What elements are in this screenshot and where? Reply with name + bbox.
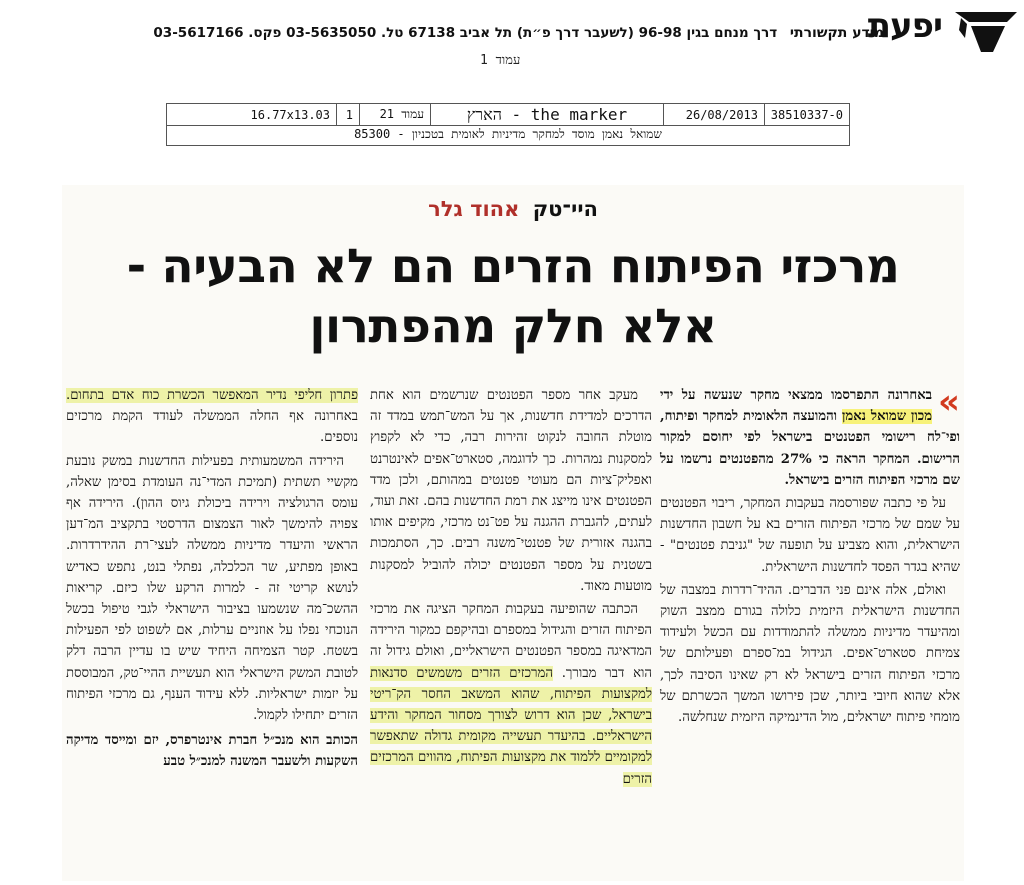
article <box>62 185 964 881</box>
paragraph: ואולם, אלה אינם פני הדברים. ההיד־רדרות במצבה של החדשנות הישראלית היזמית כלולה בגורם ממצב השוק ומהיעדר מדיניות ממשלה להתמודדות עם הכשל ולעידוד צמיחת סטארט־אפים. הגידול במ־ספרם ופעילותם של מרכזי הפיתוח הזרים בישראל לא רק שאינו הסיבה לכך, אלא שהוא חיובי ביותר, שכן פירושו המשך הכשרתם של מומחי פיתוח ישראלים, מול הדינמיקה היזמית שנחלשה. <box>660 582 960 726</box>
column-3 <box>66 385 358 775</box>
paragraph: מעקב אחר מספר הפטנטים שנרשמים הוא אחת הדרכים למדידת חדשנות, אך על המש־תמש במדד זה מוטלת החובה לנקוט זהירות רבה, כדי לא לקפוץ למסקנות נמהרות. כך לדוגמה, סטארט־אפים לאינטרנט ואפליק־ציות הם מעוטי פטנטים במהותם, ולכן מדד הפטנטים אינו מייצג את רמת החדשנות בהם. זאת ועוד, לעתים, להגברת ההגנה על פט־נט מרכזי, מקיפים אותו בהגנה אזורית של פטנטי־משנה רבים. כך, הסתמכות בשטנית על מספר הפטנטים יכולה להוביל למסקנות מוטעות מאוד. <box>370 388 652 594</box>
ref-date: 26/08/2013 <box>663 104 764 125</box>
address: דרך מנחם בגין 96-98 (לשעבר דרך פ״ת) תל אביב 67138 טל. 03-5635050 פקס. 03-5617166 <box>153 25 778 41</box>
quote-mark-icon: » <box>938 382 960 422</box>
ref-page: עמוד 21 <box>359 104 430 125</box>
ref-subject: שמואל נאמן מוסד למחקר מדיניות לאומית בטכניון - 85300 <box>354 127 662 141</box>
lead-paragraph: » באחרונה התפרסמו ממצאי מחקר שנעשה על ידי מכון שמואל נאמן והמועצה הלאומית למחקר ופיתוח, ופי־לח רישומי הפטנטים בישראל לפי יחוסם למקור הרישום. המחקר הראה כי 27% מהפטנטים נרשמו על שם מרכזי הפיתוח הזרים בישראל. <box>660 382 961 488</box>
highlighted-passage: פתרון חליפי נדיר המאפשר הכשרת כוח אדם בתחום. <box>66 388 358 403</box>
reference-box <box>166 103 850 146</box>
logo-icon <box>955 12 1017 52</box>
ref-size: 16.77x13.03 <box>250 107 330 122</box>
highlighted-passage: המרכזים הזרים משמשים סדנאות למקצועות הפיתוח, שהוא המשאב החסר הק־ריטי בישראל, שכן הוא דרוש לצורך מסחור המחקר והידע הישראליים. בהיעדר תעשייה מקומית גדולה שתאפשר למקומיים ללמוד את מקצועות הפיתוח, מהווים המרכזים הזרים <box>370 665 652 787</box>
headline-line-1: מרכזי הפיתוח הזרים הם לא הבעיה - <box>126 239 900 294</box>
paragraph: על פי כתבה שפורסמה בעקבות המחקר, ריבוי הפטנטים על שמם של מרכזי הפיתוח הזרים בא על חשבון החדשנות הישראלית, והוא מצביע על תופעה של "גניבת פטנטים" - שהיא בגדר הפסד לחדשנות הישראלית. <box>660 496 960 575</box>
headline-line-2: אלא חלק מהפתרון <box>309 299 717 354</box>
ref-publication: the marker - הארץ <box>430 104 663 125</box>
author-name: אהוד גלר <box>428 197 520 221</box>
section-label: היי־טק <box>532 197 598 221</box>
paragraph: הירידה המשמעותית בפעילות החדשנות במשק נובעת מקשיי תשתית (תמיכת המדי־נה העומדת בסימן שאלה, עומס הרגולציה וירידה ביכולת גיוס ההון). הירידה אף צפויה להימשך לאור הצמצום הדרסטי בתקציב המ־דען הראשי והיעדר מדיניות ממשלה לעצי־רת ההידרדרות. באופן מפתיע, שר הכלכלה, נפתלי בנט, נתפש כאדיש לנושא קריטי זה - למרות הרקע שלו כיזם. קריאות ההשכ־מה שנשמעו בציבור הישראלי לגבי טיפול בכשל הנוכחי נפלו על אוזניים ערלות, אם לשפוט לפי הפעילות בשטח. קטר הצמיחה היחיד שיש בו עדיין הרבה דלק לטובת המשק הישראלי הוא תעשיית ההיי־טק, המבוססת על יזמות ישראליות. ללא עידוד הענף, גם מרכזי הפיתוח הזרים יתחילו לקמול. <box>66 453 358 724</box>
logo-text: יפעת <box>867 6 942 46</box>
kicker <box>62 197 964 221</box>
brand-tagline: מידע תקשורתי <box>789 25 884 41</box>
ref-id: 38510337-0 <box>764 104 849 125</box>
paragraph: פתרון חליפי נדיר המאפשר הכשרת כוח אדם בתחום. באחרונה אף החלה הממשלה לעודד הקמת מרכזים נוספים. <box>66 388 358 446</box>
column-1 <box>660 382 961 730</box>
reference-row <box>167 104 849 126</box>
contact-line <box>64 25 884 41</box>
paragraph: הכתבה שהופיעה בעקבות המחקר הציגה את מרכזי הפיתוח הזרים והגידול במספרם ובהיקפם כמקור הירידה המדאיגה במספר הפטנטים הישראליים, ואולם גידול זה הוא דבר מבורך. המרכזים הזרים משמשים סדנאות למקצועות הפיתוח, שהוא המשאב החסר הק־ריטי בישראל, שכן הוא דרוש לצורך מסחור המחקר והידע הישראליים. בהיעדר תעשייה מקומית גדולה שתאפשר למקומיים ללמוד את מקצועות הפיתוח, מהווים המרכזים הזרים <box>370 602 652 787</box>
highlight-institute: מכון שמואל נאמן <box>842 409 933 425</box>
ref-issue: 1 <box>336 104 359 125</box>
page-label: עמוד 1 <box>480 53 521 68</box>
headline <box>62 237 964 357</box>
clipping-header <box>0 0 1024 95</box>
column-2 <box>370 385 652 792</box>
author-bio: הכותב הוא מנכ״ל חברת אינטרפרס, יזם ומייסד מדיקה השקעות ולשעבר המשנה למנכ״ל טבע <box>66 733 358 770</box>
